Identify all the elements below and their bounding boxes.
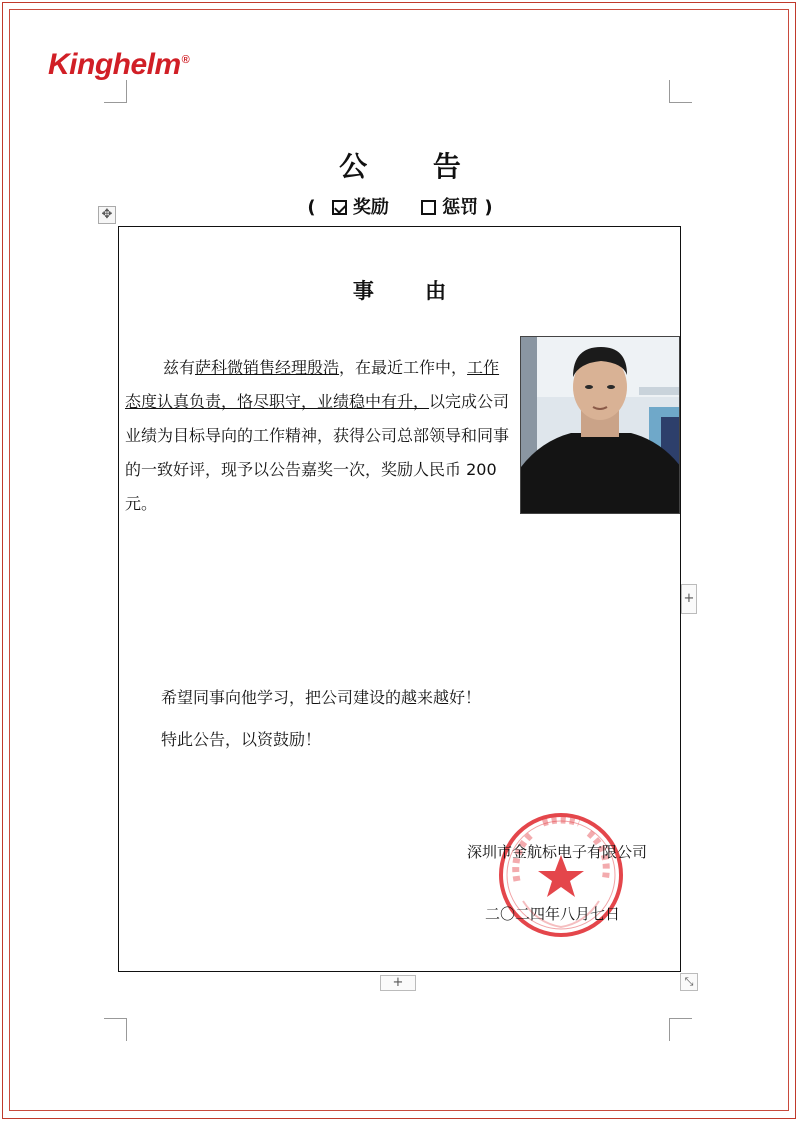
crop-mark-top-right — [669, 80, 692, 103]
logo-text: Kinghelm — [48, 48, 181, 81]
close-paren: ) — [484, 197, 493, 218]
table-move-handle[interactable] — [98, 206, 116, 224]
plus-icon: + — [392, 975, 404, 990]
penalty-label: 惩罚 — [442, 197, 479, 218]
open-paren: ( — [307, 197, 316, 218]
document-title: 公 告 — [339, 150, 489, 183]
body-paragraph[interactable] — [125, 351, 515, 521]
penalty-checkbox[interactable] — [421, 200, 436, 215]
move-icon: ✥ — [101, 207, 113, 222]
plus-icon: + — [683, 591, 695, 606]
reward-label: 奖励 — [352, 197, 389, 218]
crop-mark-bottom-right — [669, 1018, 692, 1041]
notice-date: 二〇二四年八月七日 — [485, 905, 621, 923]
content-table[interactable] — [118, 226, 681, 972]
crop-mark-top-left — [104, 80, 127, 103]
closing-text — [161, 677, 481, 761]
notice-type-options — [0, 193, 800, 219]
add-row-button[interactable] — [380, 975, 416, 991]
registered-mark: ® — [181, 54, 190, 66]
body-text-part3: 以完成公司业绩为目标导向的工作精神，获得公司总部领导和同事的一致好评，现予以公告嘉奖一次，奖励人民币 200元。 — [125, 392, 510, 513]
add-column-button[interactable] — [681, 584, 697, 614]
reward-checkbox[interactable] — [332, 200, 347, 215]
body-text-part2: ，在最近工作中， — [339, 358, 468, 377]
closing-line-2: 特此公告，以资鼓励！ — [161, 730, 322, 749]
performance-underlined: 工作态度认真负责，恪尽职守，业绩稳中有升， — [125, 358, 500, 411]
crop-mark-bottom-left — [104, 1018, 127, 1041]
employee-photo[interactable] — [520, 336, 680, 514]
body-text-part1: 兹有 — [163, 358, 196, 377]
kinghelm-logo — [48, 48, 189, 82]
closing-line-1: 希望同事向他学习，把公司建设的越来越好！ — [161, 688, 482, 707]
resize-icon: ⤡ — [684, 975, 694, 988]
company-name: 深圳市金航标电子有限公司 — [467, 843, 648, 861]
section-heading: 事 由 — [352, 279, 469, 303]
table-resize-handle[interactable] — [680, 973, 698, 991]
employee-name-underlined: 萨科微销售经理殷浩 — [195, 358, 340, 377]
